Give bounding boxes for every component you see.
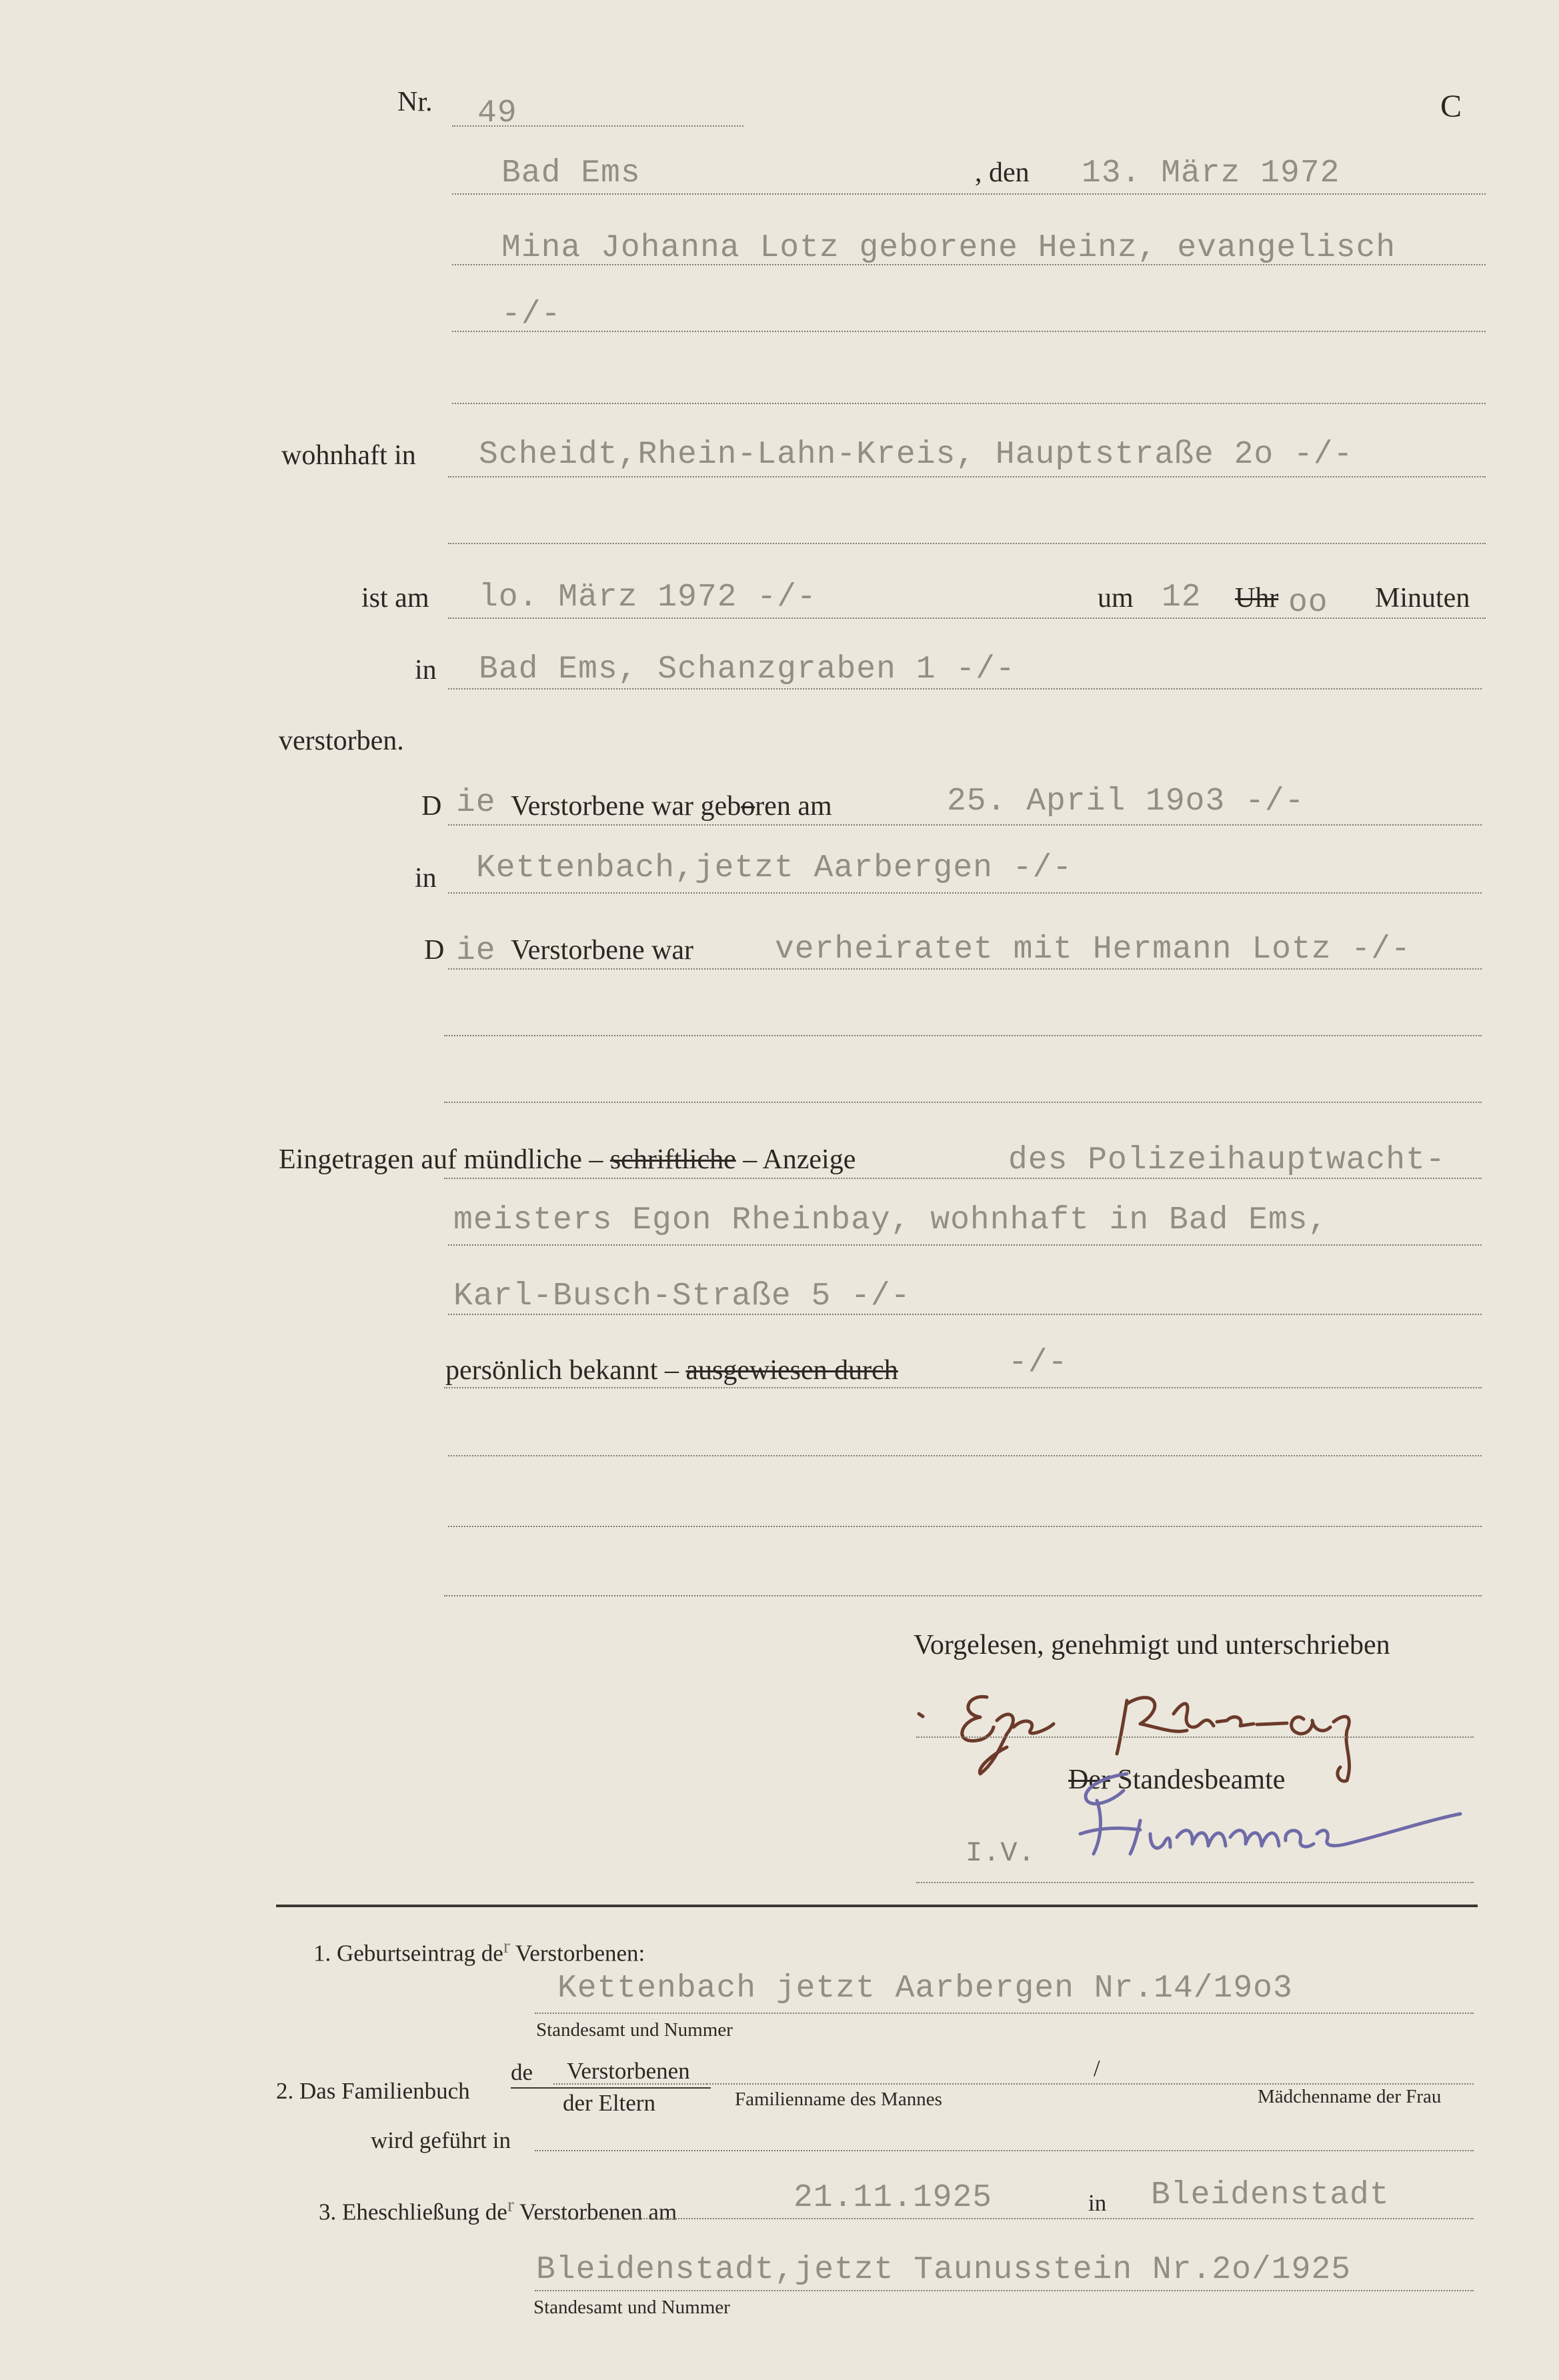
- death-time-line: [448, 618, 1486, 619]
- note-2-wird-label: wird geführt in: [371, 2127, 511, 2153]
- nr-value: 49: [477, 95, 517, 131]
- birth-label-struck: o: [741, 791, 755, 822]
- note-2-line: [707, 2083, 1474, 2085]
- note-1-value: Kettenbach jetzt Aarbergen Nr.14/19o3: [557, 1971, 1293, 2007]
- date-value: 13. März 1972: [1082, 155, 1340, 191]
- nr-label: Nr.: [397, 87, 433, 117]
- note-1-label-text: 1. Geburtseintrag de: [313, 1940, 503, 1967]
- birth-label-end: ren am: [755, 791, 832, 822]
- informant-sign-line: [916, 1736, 1474, 1738]
- blank-line-1: [448, 1455, 1482, 1456]
- birth-label-text: Verstorbene war geb: [511, 791, 741, 822]
- deceased-line-2: -/-: [501, 297, 561, 333]
- residence-label: wohnhaft in: [281, 440, 416, 471]
- note-3-label-text: 3. Eheschließung de: [319, 2199, 507, 2225]
- marital-prefix: D: [424, 935, 445, 966]
- registration-label-start: Eingetragen auf mündliche –: [279, 1144, 603, 1175]
- section-divider: [276, 1905, 1478, 1907]
- marital-prefix-typed: ie: [456, 933, 496, 969]
- registration-line-3: [448, 1314, 1482, 1315]
- name-line-1: [452, 264, 1486, 265]
- note-1-label: [313, 1937, 645, 1965]
- death-place-line: [448, 688, 1482, 690]
- note-2-de-line: [553, 2083, 707, 2085]
- known-label: [445, 1356, 898, 1384]
- place-date-line: [452, 193, 1486, 195]
- known-line: [444, 1387, 1482, 1388]
- marital-line-3: [444, 1102, 1482, 1103]
- note-3-caption: Standesamt und Nummer: [533, 2297, 730, 2318]
- registration-label-struck: schriftliche: [609, 1144, 736, 1175]
- known-label-struck: ausgewiesen durch: [685, 1355, 898, 1386]
- residence-line-2: [448, 543, 1486, 544]
- name-line-3: [452, 403, 1486, 404]
- note-3-place: Bleidenstadt: [1151, 2177, 1390, 2213]
- informant-line-1: des Polizeihauptwacht-: [1008, 1142, 1446, 1178]
- ist-am-label: ist am: [361, 583, 429, 614]
- note-2-eltern: der Eltern: [563, 2090, 655, 2116]
- minuten-label: Minuten: [1375, 583, 1470, 614]
- marital-line-2: [444, 1035, 1482, 1036]
- residence-value: Scheidt,Rhein-Lahn-Kreis, Hauptstraße 2o -/-: [479, 437, 1354, 473]
- note-2-fraction-bar: [511, 2087, 711, 2089]
- note-3-line-2: [535, 2290, 1474, 2291]
- note-2-wird-line: [535, 2150, 1474, 2151]
- note-2-slash: /: [1094, 2055, 1100, 2081]
- registration-label: [279, 1146, 856, 1174]
- place-value: Bad Ems: [501, 155, 641, 191]
- name-line-2: [452, 331, 1486, 332]
- note-3-line-1: [535, 2218, 1474, 2219]
- read-approved-label: Vorgelesen, genehmigt und unterschrieben: [914, 1630, 1390, 1660]
- death-in-label: in: [415, 655, 437, 686]
- residence-line-1: [448, 476, 1486, 477]
- marital-line-1: [448, 968, 1482, 970]
- death-date: lo. März 1972 -/-: [479, 579, 817, 616]
- uhr-label: Uhr: [1235, 583, 1279, 614]
- blank-line-2: [448, 1526, 1482, 1527]
- birth-date-line: [448, 824, 1482, 826]
- note-2-caption-man: Familienname des Mannes: [735, 2089, 942, 2110]
- death-minutes: oo: [1288, 585, 1328, 621]
- note-2-label: 2. Das Familienbuch: [276, 2078, 470, 2104]
- note-3-label-end: Verstorbenen am: [513, 2199, 677, 2225]
- registration-line-2: [448, 1244, 1482, 1246]
- blank-line-3: [444, 1595, 1482, 1596]
- deceased-name: Mina Johanna Lotz geborene Heinz, evangelisch: [501, 230, 1396, 266]
- note-2-verstorbenen: Verstorbenen: [567, 2058, 690, 2084]
- birth-prefix-typed: ie: [456, 785, 496, 821]
- note-3-label: [319, 2195, 677, 2224]
- birth-place: Kettenbach,jetzt Aarbergen -/-: [476, 850, 1073, 886]
- note-2-caption-woman: Mädchenname der Frau: [1258, 2086, 1442, 2107]
- known-label-text: persönlich bekannt –: [445, 1355, 679, 1386]
- registration-line-1: [444, 1178, 1482, 1179]
- note-3-value: Bleidenstadt,jetzt Taunusstein Nr.2o/1925: [536, 2252, 1351, 2288]
- death-hour: 12: [1162, 579, 1202, 616]
- death-place: Bad Ems, Schanzgraben 1 -/-: [479, 652, 1016, 688]
- um-label: um: [1098, 583, 1134, 614]
- birth-date: 25. April 19o3 -/-: [947, 784, 1305, 820]
- official-signature: [1040, 1760, 1474, 1874]
- verstorben-label: verstorben.: [279, 726, 404, 756]
- note-1-line: [535, 2013, 1474, 2014]
- note-3-in: in: [1088, 2190, 1107, 2216]
- note-3-date: 21.11.1925: [794, 2180, 993, 2216]
- marital-value: verheiratet mit Hermann Lotz -/-: [775, 932, 1411, 968]
- birth-in-label: in: [415, 863, 437, 894]
- official-label-struck: Der: [1068, 1764, 1110, 1795]
- birth-prefix: D: [421, 791, 442, 822]
- form-letter: C: [1440, 89, 1462, 124]
- birth-place-line: [448, 892, 1482, 894]
- note-2-de: de: [511, 2059, 533, 2085]
- note-1-sup: r: [503, 1935, 510, 1957]
- registration-label-end: – Anzeige: [743, 1144, 856, 1175]
- known-value: -/-: [1008, 1345, 1068, 1381]
- den-label: , den: [975, 157, 1030, 188]
- informant-line-2: meisters Egon Rheinbay, wohnhaft in Bad Ems,: [453, 1202, 1328, 1238]
- birth-label: [511, 792, 832, 820]
- iv-label: I.V.: [966, 1837, 1036, 1869]
- official-label-text: Standesbeamte: [1117, 1764, 1286, 1795]
- note-1-label-end: Verstorbenen:: [509, 1940, 645, 1967]
- marital-label: Verstorbene war: [511, 935, 694, 966]
- nr-line: [452, 125, 743, 127]
- informant-line-3: Karl-Busch-Straße 5 -/-: [453, 1278, 911, 1314]
- note-3-sup: r: [507, 2194, 514, 2216]
- note-1-caption: Standesamt und Nummer: [536, 2019, 733, 2041]
- official-sign-line: [916, 1882, 1474, 1883]
